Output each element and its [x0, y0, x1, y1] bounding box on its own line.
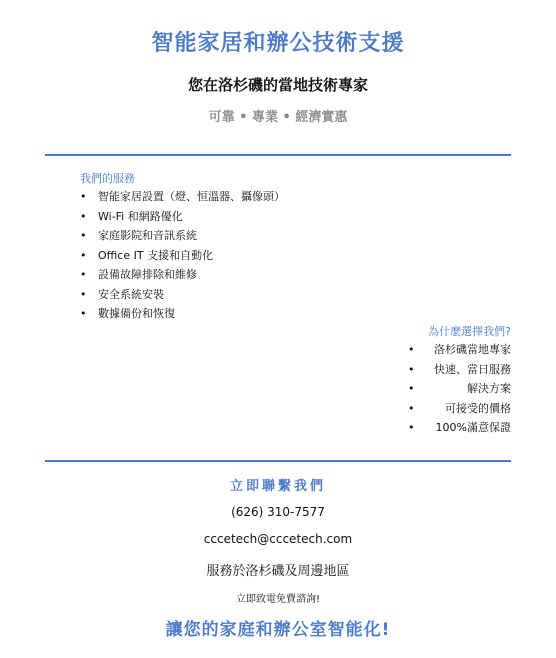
closing-slogan: 讓您的家庭和辦公室智能化! [165, 620, 391, 640]
call-to-action: 立即致電免費諮詢! [235, 594, 320, 605]
email-address[interactable]: cccetech@cccetech.com [203, 532, 353, 546]
services-list [80, 187, 285, 324]
service-label: 智能家居設置（燈、恒溫器、攝像頭） [98, 190, 285, 203]
bullet-icon: • [80, 229, 87, 242]
list-item [80, 246, 285, 266]
bullet-icon: • [408, 401, 415, 415]
bullet-icon: • [408, 343, 415, 356]
list-item [405, 340, 511, 360]
list-item [80, 285, 285, 305]
services-heading: 我們的服務 [80, 172, 135, 185]
bullet-icon: • [80, 307, 87, 320]
list-item [80, 207, 285, 227]
contact-heading: 立即聯繫我們 [229, 479, 326, 494]
bullet-icon: • [408, 382, 415, 395]
bullet-icon: • [80, 190, 87, 203]
page-subtitle: 您在洛杉磯的當地技術專家 [187, 76, 368, 94]
bullet-icon: • [80, 248, 87, 262]
list-item [405, 399, 511, 419]
phone-number[interactable]: (626) 310-7577 [231, 505, 325, 519]
service-label: Office IT 支援和自動化 [98, 248, 214, 262]
why-label: 解決方案 [467, 382, 511, 395]
list-item [80, 226, 285, 246]
why-label: 洛杉磯當地專家 [434, 343, 511, 356]
list-item [80, 265, 285, 285]
service-label: 數據備份和恢復 [98, 307, 175, 320]
list-item [405, 360, 511, 380]
why-label: 可接受的價格 [445, 401, 511, 415]
service-area: 服務於洛杉磯及周邊地區 [206, 564, 350, 579]
service-label: Wi-Fi 和網路優化 [98, 209, 183, 223]
service-label: 家庭影院和音訊系統 [98, 229, 197, 242]
top-divider [45, 154, 511, 156]
page-title: 智能家居和辦公技術支援 [151, 31, 405, 56]
list-item [80, 187, 285, 207]
list-item [405, 379, 511, 399]
tagline: 可靠 • 專業 • 經濟實惠 [208, 110, 348, 125]
why-us-list [405, 340, 511, 438]
list-item [80, 304, 285, 324]
service-label: 設備故障排除和維修 [98, 268, 197, 281]
service-label: 安全系統安裝 [98, 287, 164, 301]
bottom-divider [45, 460, 511, 462]
bullet-icon: • [80, 268, 87, 281]
list-item [405, 418, 511, 438]
bullet-icon: • [80, 209, 87, 223]
bullet-icon: • [408, 421, 415, 434]
bullet-icon: • [408, 362, 415, 376]
bullet-icon: • [80, 287, 87, 301]
why-label: 100%滿意保證 [435, 421, 511, 434]
why-label: 快速、當日服務 [434, 362, 511, 376]
why-us-heading: 為什麼選擇我們? [428, 325, 511, 338]
